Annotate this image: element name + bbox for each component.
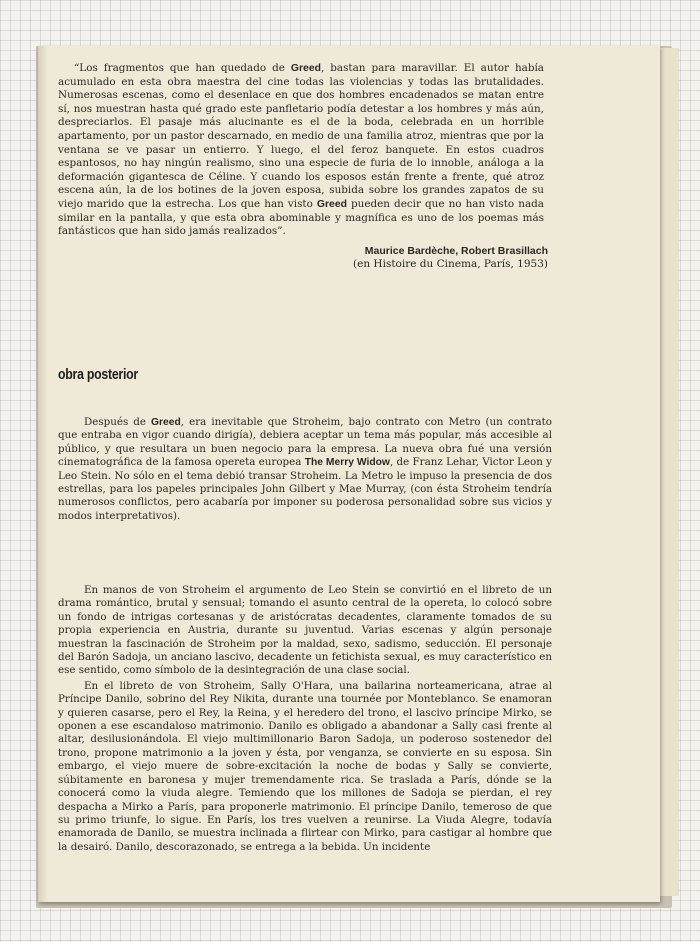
quote-film-title: Greed (290, 63, 321, 74)
film-title-merry-widow: The Merry Widow (304, 457, 390, 469)
quote-text: “Los fragmentos que han quedado de (74, 62, 291, 74)
page-binding (38, 46, 48, 902)
paragraph-1-text-2: , era inevitable que Stroheim, bajo contrato con Metro (un contrato que entraba en vigor cuando dirigía), debiera aceptar un tema más popular, más accesible al público, y que resultara un buen negocio para la empresa. La nueva obra fué una versión cinematográfica de la famosa opereta europea (58, 416, 552, 469)
paragraph-2: En manos de von Stroheim el argumento de Leo Stein se convirtió en el libreto de un drama romántico, brutal y sensual; tomando el asunto central de la opereta, lo colocó sobre un fondo de intrigas cortesanas y de aristócratas decadentes, claramente tomados de su propia experiencia en Austria, durante su juventud. Varias escenas y algún personaje muestran la fascinación de Stroheim por la maldad, sexo, sadismo, seducción. El personaje del Barón Sadoja, un anciano lascivo, decadente un fetichista sexual, es muy característico en ese sentido, como símbolo de la desintegración de una clase social. (58, 584, 552, 677)
body-section-2 (58, 584, 552, 864)
paragraph-1-text-3: , de Franz Lehar, Victor Leon y Leo Stein. No sólo en el tema debió transar Stroheim. La Metro le impuso la presencia de dos estrellas, para los papeles principales John Gilbert y Mae Murray, (con ésta Stroheim tendría numerosos conflictos, pero acabaría por imponer su poderosa personalidad sobre sus vicios y modos interpretativos). (58, 456, 552, 522)
paragraph-3: En el libreto de von Stroheim, Sally O'Hara, una bailarina norteamericana, atrae al Príncipe Danilo, sobrino del Rey Nikita, durante una tournée por Monteblanco. Se enamoran y quieren casarse, pero el Rey, la Reina, y el heredero del trono, el lascivo príncipe Mirko, se oponen a ese escandaloso matrimonio. Danilo es obligado a abandonar a Sally casi frente al altar, desilusionándola. El viejo multimillonario Baron Sadoja, un poderoso sostenedor del trono, propone matrimonio a la joven y ésta, por venganza, se convierte en su esposa. Sin embargo, el viejo muere de sobre-excitación la noche de bodas y Sally se convierte, súbitamente en baronesa y mujer tremendamente rica. Se traslada a París, dónde se la conocerá como la viuda alegre. Temiendo que los millones de Sadoja se pierdan, el rey despacha a Mirko a París, para proponerle matrimonio. El príncipe Danilo, temeroso de que su primo triunfe, lo sigue. En París, los tres vuelven a reunirse. La Viuda Alegre, todavía enamorada de Danilo, se muestra inclinada a flirtear con Mirko, para castigar al hombre que la desairó. Danilo, descorazonado, se entrega a la bebida. Un incidente (58, 679, 552, 853)
quote-source: (en Histoire du Cinema, París, 1953) (353, 257, 548, 270)
quote-attribution (58, 245, 548, 271)
quote-text-end: pueden decir que no han visto nada similar en la pantalla, y que esta obra abominable y magnífica es uno de los poemas más fantásticos que han sido jamás realizados”. (58, 197, 544, 238)
quote-authors: Maurice Bardèche, Robert Brasillach (364, 244, 548, 257)
section-heading: obra posterior (58, 366, 138, 383)
quote-film-title-2: Greed (316, 198, 347, 210)
quote-text-continued: , bastan para maravillar. El autor había acumulado en esta obra maestra del cine todas las violencias y todas las brutalidades. Numerosas escenas, como el desenlace en que dos hombres encadenados se matan entre sí, nos muestran hasta qué grado este panfletario podía detestar a los hombres y más aún, despreciarlos. El pasaje más alucinante es el de la boda, celebrada en un horrible apartamento, por un pastor descarnado, en medio de una familia atroz, mientras que por la ventana se ve pasar un entierro. Y luego, el del feroz banquete. En estos cuadros espantosos, no hay ningún realismo, sino una especie de furia de lo innoble, análoga a la deformación gigantesca de Céline. Y cuando los esposos están frente a frente, qué atroz escena aún, la de los botines de la joven esposa, subida sobre los grandes zapatos de su viejo marido que la estrecha. Los que han visto (58, 62, 544, 210)
page-content (58, 62, 552, 853)
body-section-1 (58, 416, 552, 533)
quote-block (58, 62, 544, 239)
film-title-greed: Greed (151, 417, 181, 428)
paragraph-1 (58, 416, 552, 523)
paragraph-1-text: Después de (84, 416, 152, 428)
